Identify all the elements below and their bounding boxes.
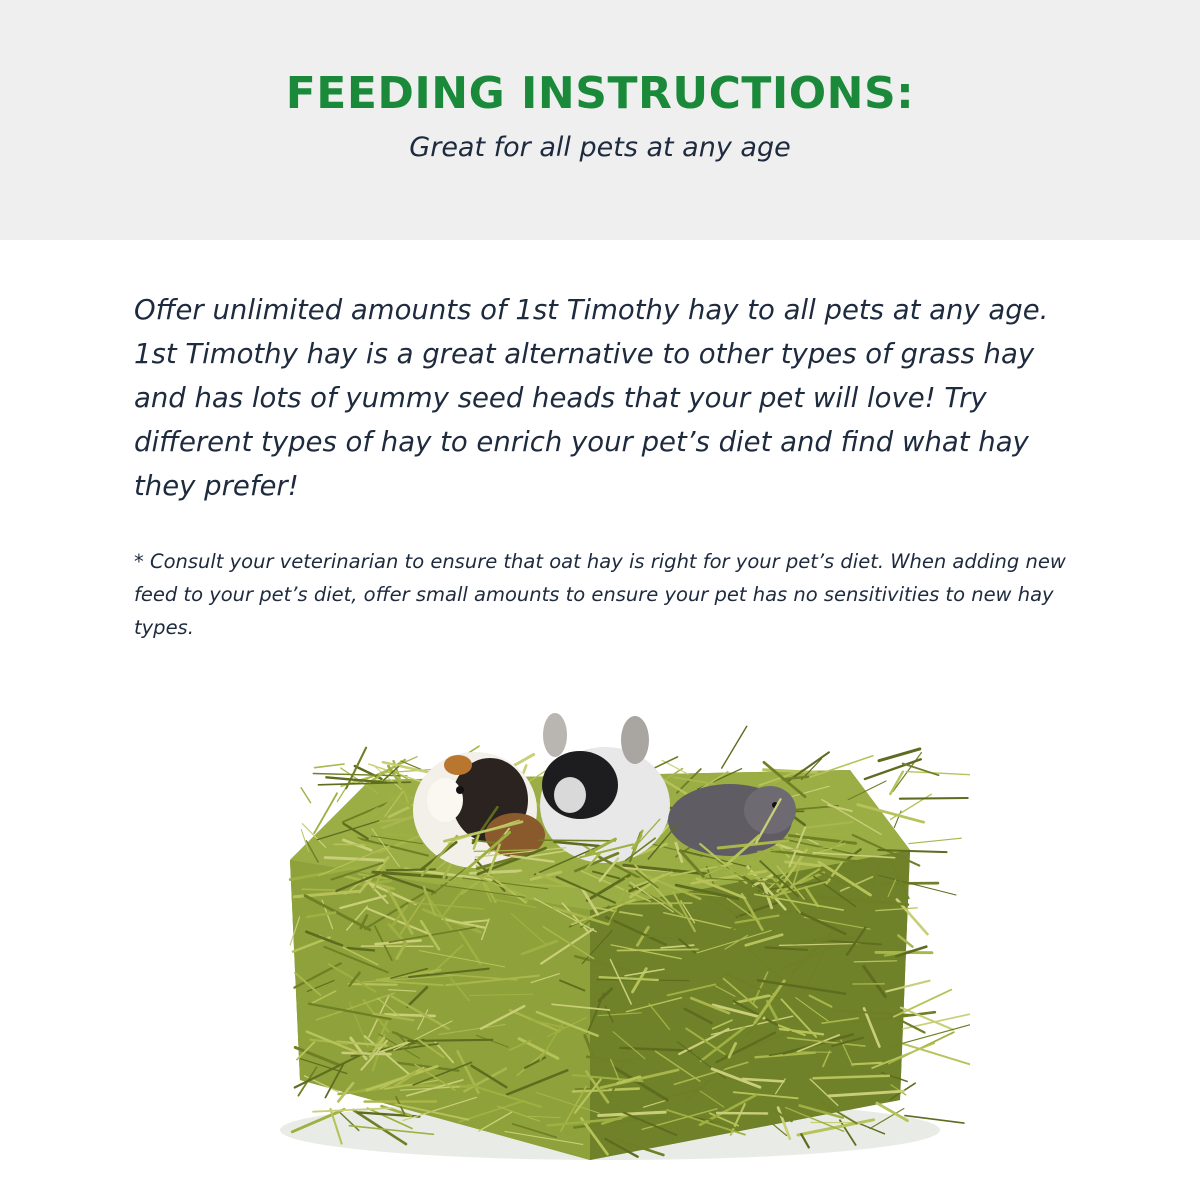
hay-bale-illustration [250, 660, 970, 1180]
feeding-instructions-paragraph: Offer unlimited amounts of 1st Timothy hay to all pets at any age. 1st Timothy hay is a great alternative to other types of grass hay and has lots of yummy seed heads that your pet will love! Try different types of hay to enrich your pet’s diet and find what hay they prefer! [134, 294, 1049, 502]
hay-bale-with-pets-image [250, 660, 970, 1180]
page-subtitle: Great for all pets at any age [409, 132, 791, 163]
page-title: FEEDING INSTRUCTIONS: [285, 68, 915, 119]
header-banner [0, 0, 1200, 240]
veterinarian-note: * Consult your veterinarian to ensure that oat hay is right for your pet’s diet. When adding new feed to your pet’s diet, offer small amounts to ensure your pet has no sensitivities to new hay types. [134, 550, 1066, 639]
